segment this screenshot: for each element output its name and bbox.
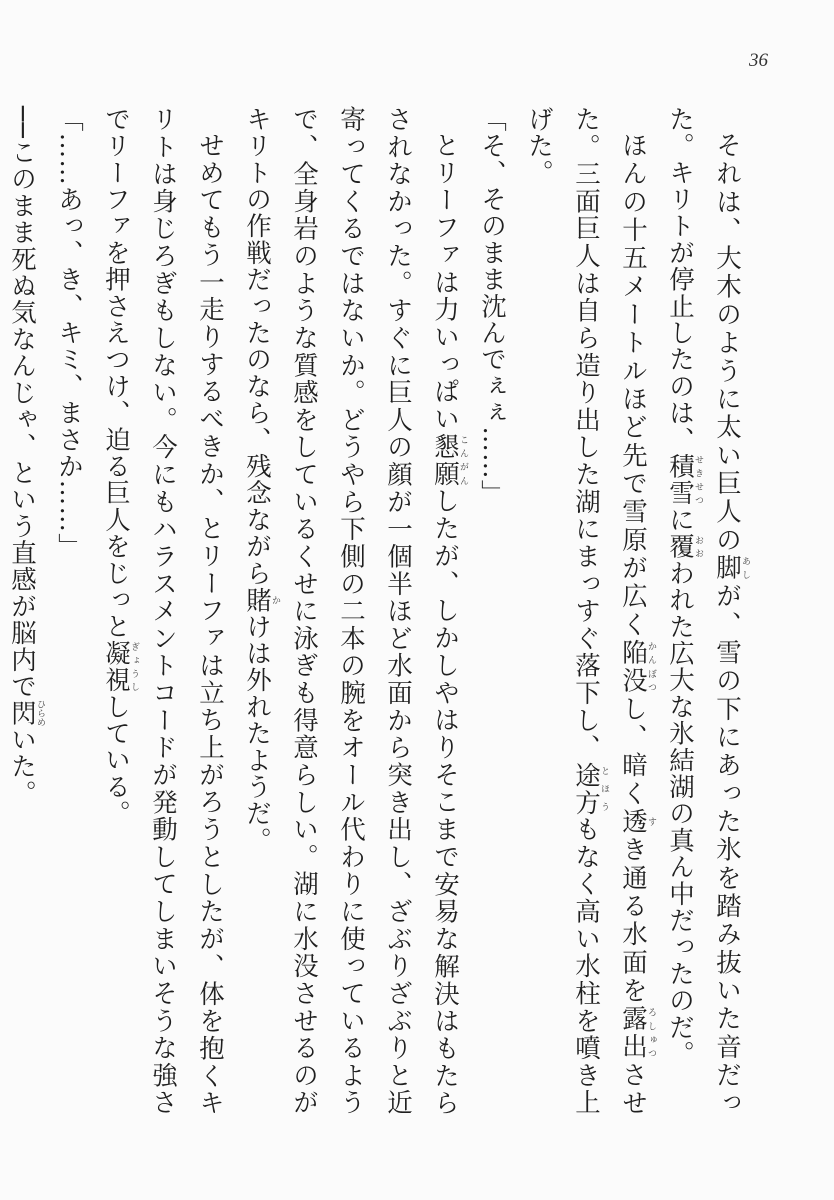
ruby-base: 透 [618,807,648,836]
paragraph [233,106,468,1116]
text-run: いた。 [7,726,37,807]
text-run: に [665,506,695,534]
ruby-reading: あし [740,554,750,581]
ruby-base: 脚 [712,554,742,583]
text-run: とリーファは力いっぱい [430,131,460,433]
ruby-word [665,533,703,560]
paragraph [0,106,45,1116]
text-run: させた。三面巨人は自ら造り出した湖にまっすぐ落下し、 [571,106,648,1116]
text-run: 「……あっ、き、キミ、まさか……」 [54,106,84,560]
ruby-reading: ぎょうし [129,640,139,694]
text-run: したが、しかしやはりそこまで安易な解決はもたらされなかった。すぐに巨人の顔が一個半ほど水面から突き出し、ざぶりざぶりと近寄ってくるではないか。どうやら下側の二本の腕をオール代わりに使っているようで、全身岩のような質感をしているくせに泳ぎも得意らしい。湖に水没させるのがキリトの作戦だったのなら、残念ながら [242,106,460,1116]
ruby-word [618,1004,656,1062]
text-run: し、暗く [618,694,648,808]
ruby-base: 露出 [618,1004,648,1062]
paragraph [468,106,515,1116]
text-run: している。 [101,693,131,827]
body-text [7,106,750,1117]
paragraph [92,106,233,1116]
ruby-base: 賭 [242,586,272,614]
ruby-word [712,554,750,583]
ruby-base: 凝視 [101,640,131,694]
page-number: 36 [749,50,768,71]
text-run: それは、大木のように太い巨人の [712,131,742,555]
paragraph [515,106,656,1116]
ruby-reading: ろしゅつ [646,1004,656,1060]
ruby-word [7,699,45,727]
text-run: き通る水面を [618,835,648,1005]
text-run: 「そ、そのまま沈んでぇぇ……」 [477,106,507,507]
ruby-reading: とほう [599,761,609,816]
ruby-word [665,453,703,507]
ruby-reading: す [646,807,656,835]
ruby-base: 懇願 [430,432,460,488]
ruby-reading: か [270,586,280,614]
text-run: ほんの十五メートルほど先で雪原が広く [618,131,648,639]
text-run: けは外れたようだ。 [242,613,272,854]
text-run: せめてもう一走りするべきか、とリーファは立ち上がろうとしたが、体を抱くキリトは身じろぎもしない。今にもハラスメントコードが発動してしまいそうな強さでリーファを押さえつけ、迫る巨人をじっと [101,106,225,1116]
ruby-word [101,640,139,694]
ruby-base: 閃 [7,699,37,727]
paragraph [45,106,92,1116]
ruby-base: 陥没 [618,638,648,695]
ruby-reading: ひらめ [35,699,45,727]
text-run: が、雪の下にあった氷を踏み抜いた音だった。キリトが停止したのは、 [665,106,742,1116]
ruby-word [242,586,280,614]
ruby-word [618,638,656,695]
text-run: もなく高い水柱を噴き上げた。 [524,106,601,1117]
ruby-reading: かんぼつ [646,638,656,694]
ruby-reading: せきせつ [693,453,703,507]
ruby-base: 覆 [665,533,695,560]
ruby-base: 積雪 [665,453,695,507]
ruby-reading: こんがん [458,432,468,487]
text-run: われた広大な氷結湖の真ん中だったのだ。 [665,559,695,1068]
paragraph [656,106,750,1116]
ruby-base: 途方 [571,761,601,817]
ruby-word [430,432,468,488]
ruby-word [618,807,656,836]
text-run: ──このまま死ぬ気なんじゃ、という直感が脳内で [7,106,37,700]
ruby-reading: おお [693,533,703,560]
ruby-word [571,761,609,817]
